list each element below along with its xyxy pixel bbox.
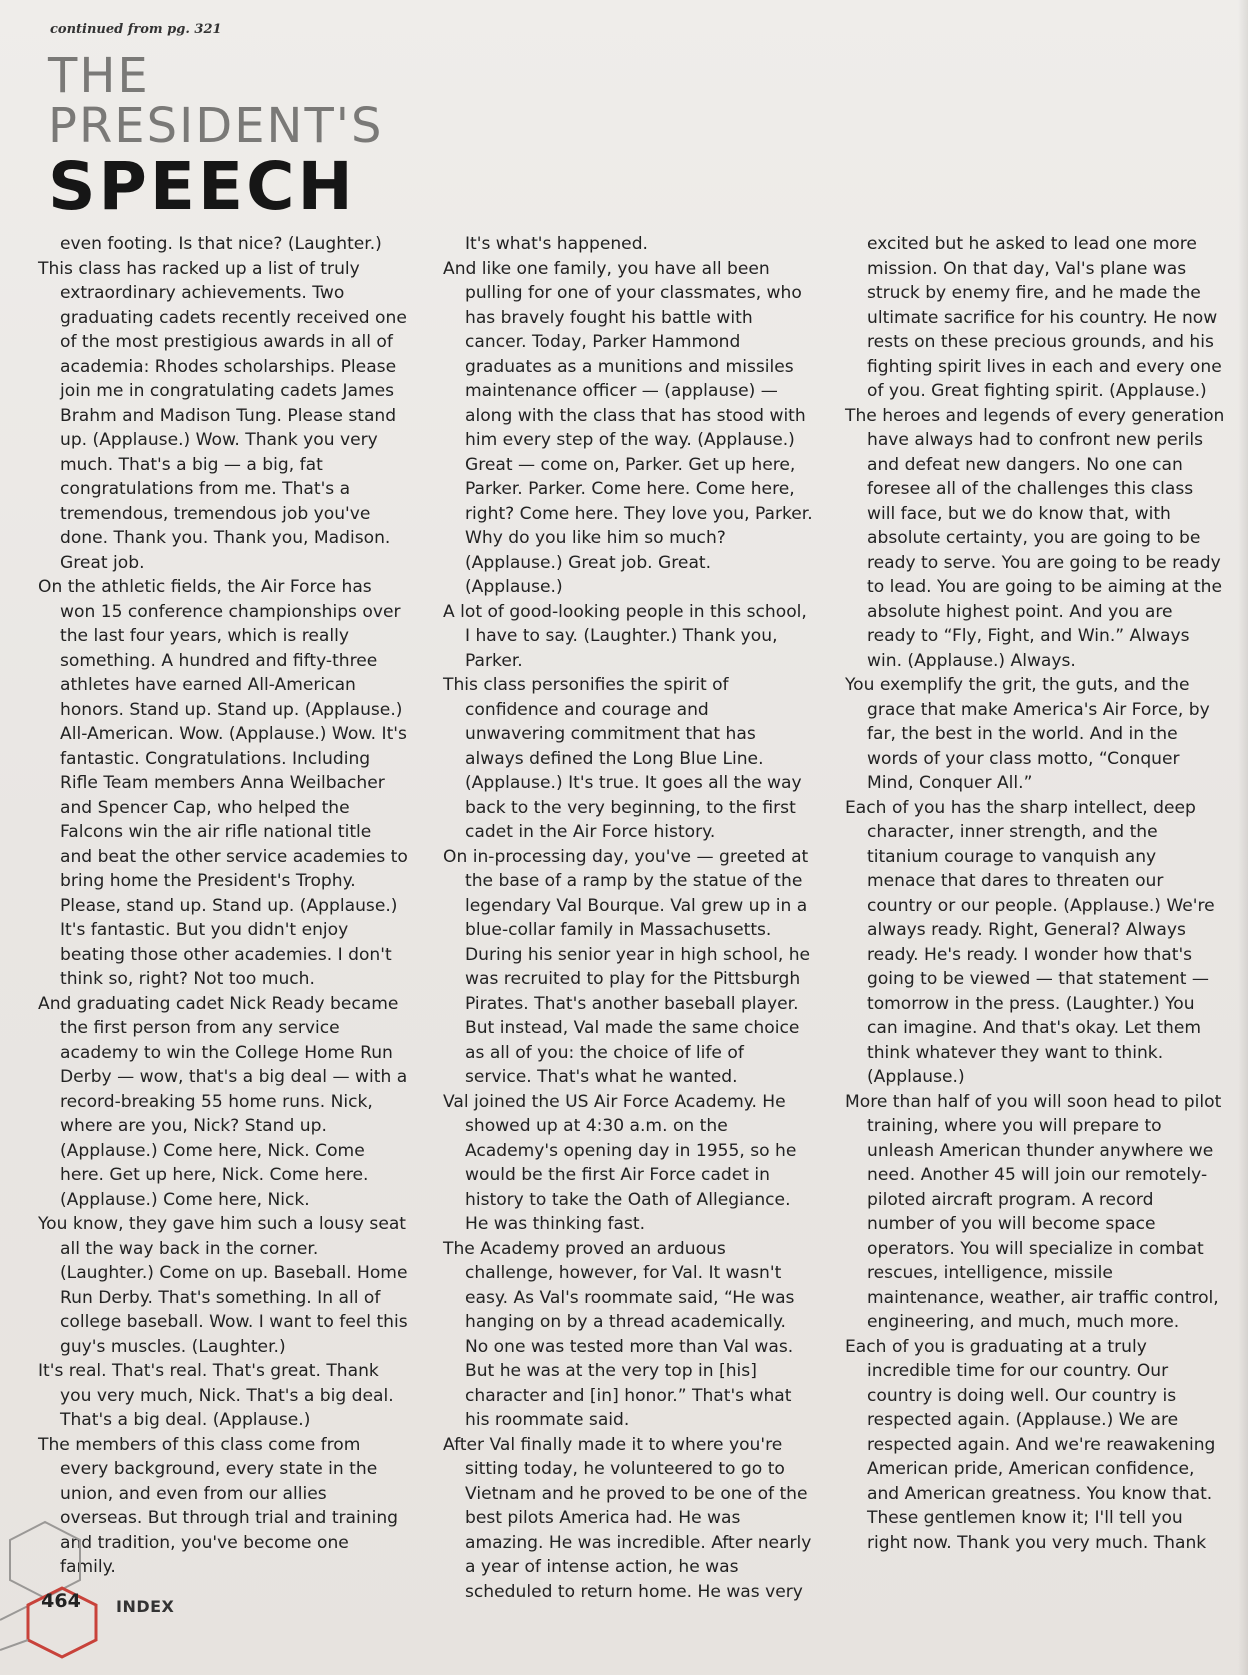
- title-line-the: THE: [48, 48, 150, 104]
- paragraph: It's what's happened.: [465, 234, 648, 254]
- paragraph: excited but he asked to lead one more mission. On that day, Val's plane was struck by enemy fire, and he made the ultimate sacrifice for his country. He now rests on these precious grounds, and his fighting spirit lives in each and every one of you. Great fighting spirit. (Applause.): [867, 234, 1222, 401]
- paragraph: A lot of good-looking people in this school, I have to say. (Laughter.) Thank you, Parker.: [443, 601, 807, 671]
- paragraph: Val joined the US Air Force Academy. He showed up at 4:30 a.m. on the Academy's opening day in 1955, so he would be the first Air Force cadet in history to take the Oath of Allegiance. He was thinking fast.: [443, 1091, 797, 1234]
- paragraph: Each of you is graduating at a truly incredible time for our country. Our country is doing well. Our country is respected again. (Applause.) We are respected again. And we're reawakening American pride, American confidence, and American greatness. You know that. These gentlemen know it; I'll tell you right now. Thank you very much. Thank: [845, 1336, 1216, 1553]
- paragraph: The heroes and legends of every generation have always had to confront new perils and defeat new dangers. No one can foresee all of the challenges this class will face, but we do know that, with absolute certainty, you are going to be ready to serve. You are going to be ready to lead. You are going to be aiming at the absolute highest point. And you are ready to “Fly, Fight, and Win.” Always win. (Applause.) Always.: [845, 405, 1225, 671]
- paragraph: You exemplify the grit, the guts, and the grace that make America's Air Force, by far, the best in the world. And in the words of your class motto, “Conquer Mind, Conquer All.”: [845, 675, 1210, 793]
- text-column-2: [443, 232, 813, 1602]
- page-number: 464: [41, 1590, 81, 1612]
- article-title: [48, 48, 384, 225]
- page-edge-shadow: [1238, 0, 1248, 1675]
- title-line-speech: SPEECH: [48, 148, 356, 225]
- continued-note: continued from pg. 321: [50, 22, 222, 37]
- title-line-presidents: PRESIDENT'S: [48, 98, 384, 154]
- paragraph: On the athletic fields, the Air Force has won 15 conference championships over the last four years, which is really something. A hundred and fifty-three athletes have earned All-American honors. Stand up. Stand up. (Applause.) All-American. Wow. (Applause.) Wow. It's fantastic. Congratulations. Including Rifle Team members Anna Weilbacher and Spencer Cap, who helped the Falcons win the air rifle national title and beat the other service academies to bring home the President's Trophy. Please, stand up. Stand up. (Applause.) It's fantastic. But you didn't enjoy beating those other academies. I don't think so, right? Not too much.: [38, 577, 408, 989]
- paragraph: The members of this class come from every background, every state in the union, and even from our allies overseas. But through trial and training and tradition, you've become one family.: [38, 1434, 399, 1577]
- paragraph: And like one family, you have all been pulling for one of your classmates, who has bravely fought his battle with cancer. Today, Parker Hammond graduates as a munitions and missiles maintenance officer — (applause) — along with the class that has stood with him every step of the way. (Applause.) Great — come on, Parker. Get up here, Parker. Parker. Come here. Come here, right? Come here. They love you, Parker. Why do you like him so much? (Applause.) Great job. Great. (Applause.): [443, 258, 813, 597]
- hexagon-outline-upper: [10, 1522, 80, 1598]
- paragraph: even footing. Is that nice? (Laughter.): [60, 234, 382, 254]
- paragraph: This class personifies the spirit of confidence and courage and unwavering commitment that has always defined the Long Blue Line. (Applause.) It's true. It goes all the way back to the very beginning, to the first cadet in the Air Force history.: [443, 675, 802, 842]
- paragraph: It's real. That's real. That's great. Thank you very much, Nick. That's a big deal. That's a big deal. (Applause.): [38, 1361, 394, 1430]
- paragraph: The Academy proved an arduous challenge, however, for Val. It wasn't easy. As Val's roommate said, “He was hanging on by a thread academically. No one was tested more than Val was. But he was at the very top in [his] character and [in] honor.” That's what his roommate said.: [443, 1238, 795, 1430]
- paragraph: This class has racked up a list of truly extraordinary achievements. Two graduating cadets recently received one of the most prestigious awards in all of academia: Rhodes scholarships. Please join me in congratulating cadets James Brahm and Madison Tung. Please stand up. (Applause.) Wow. Thank you very much. That's a big — a big, fat congratulations from me. That's a tremendous, tremendous job you've done. Thank you. Thank you, Madison. Great job.: [38, 258, 407, 573]
- hexagon-connector-line: [0, 1605, 30, 1620]
- paragraph: After Val finally made it to where you're sitting today, he volunteered to go to Vietnam and he proved to be one of the best pilots America had. He was amazing. He was incredible. After nearly a year of intense action, he was scheduled to return home. He was very: [443, 1434, 812, 1602]
- paragraph: You know, they gave him such a lousy seat all the way back in the corner. (Laughter.) Come on up. Baseball. Home Run Derby. That's something. In all of college baseball. Wow. I want to feel this guy's muscles. (Laughter.): [38, 1214, 408, 1357]
- paragraph: Each of you has the sharp intellect, deep character, inner strength, and the titanium courage to vanquish any menace that dares to threaten our country or our people. (Applause.) We're always ready. Right, General? Always ready. He's ready. I wonder how that's going to be viewed — that statement — tomorrow in the press. (Laughter.) You can imagine. And that's okay. Let them think whatever they want to think. (Applause.): [845, 797, 1215, 1087]
- paragraph: More than half of you will soon head to pilot training, where you will prepare to unleash American thunder anywhere we need. Another 45 will join our remotely-piloted aircraft program. A record number of you will become space operators. You will specialize in combat rescues, intelligence, missile maintenance, weather, air traffic control, engineering, and much, much more.: [845, 1091, 1222, 1332]
- text-column-3: [845, 232, 1225, 1562]
- hexagon-decoration: [0, 1500, 120, 1675]
- paragraph: And graduating cadet Nick Ready became the first person from any service academy to win the College Home Run Derby — wow, that's a big deal — with a record-breaking 55 home runs. Nick, where are you, Nick? Stand up. (Applause.) Come here, Nick. Come here. Get up here, Nick. Come here. (Applause.) Come here, Nick.: [38, 993, 408, 1210]
- hexagon-edge-line: [0, 1640, 28, 1650]
- section-label: INDEX: [116, 1597, 175, 1616]
- paragraph: On in-processing day, you've — greeted at the base of a ramp by the statue of the legendary Val Bourque. Val grew up in a blue-collar family in Massachusetts. During his senior year in high school, he was recruited to play for the Pittsburgh Pirates. That's another baseball player. But instead, Val made the same choice as all of you: the choice of life of service. That's what he wanted.: [443, 846, 811, 1087]
- text-column-1: [38, 232, 408, 1577]
